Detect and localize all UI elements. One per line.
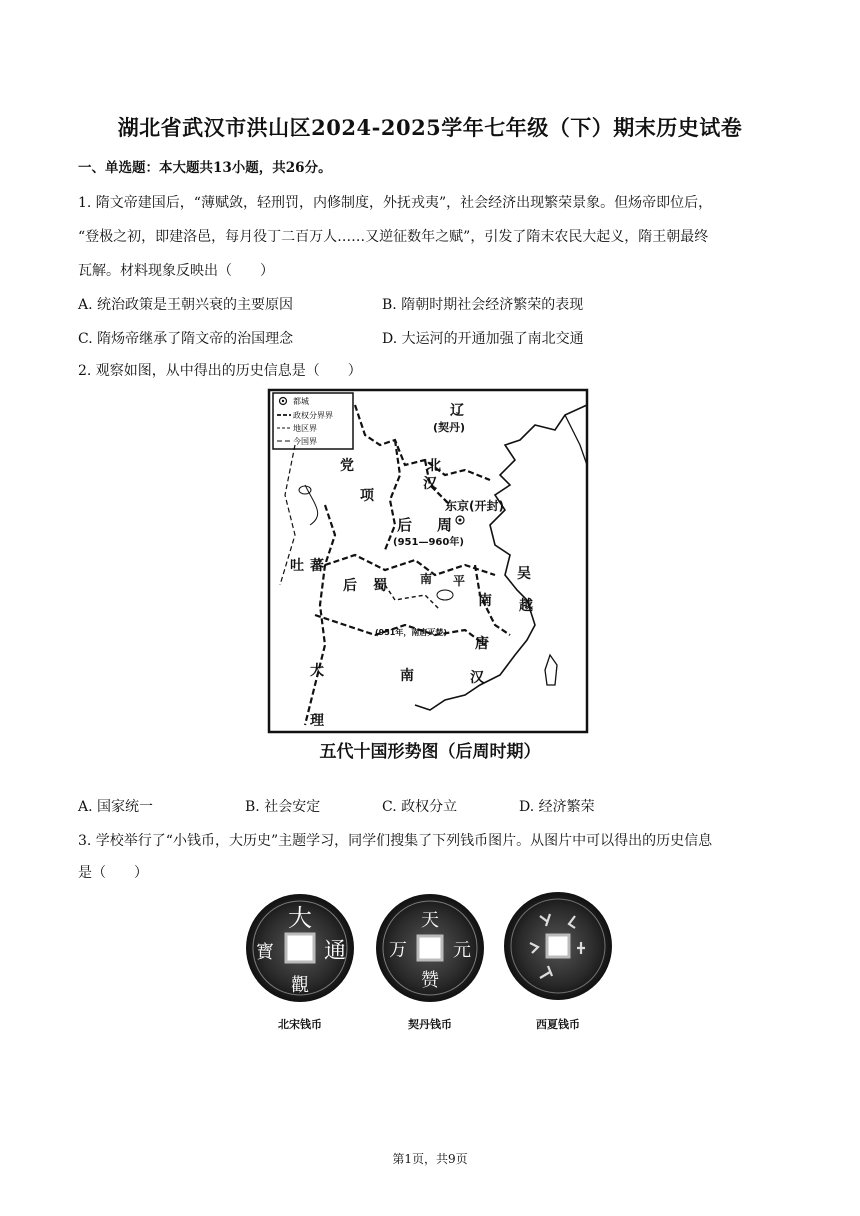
label-tubo-1: 吐 — [290, 558, 304, 574]
label-beihan-2: 汉 — [423, 476, 437, 492]
label-beihan-1: 北 — [427, 458, 441, 474]
label-dali-1: 大 — [310, 663, 324, 679]
coin2-char-left: 万 — [389, 940, 407, 961]
coin-western-xia — [504, 892, 612, 1000]
label-nanhan-2: 汉 — [470, 670, 484, 686]
q2-option-d[interactable]: D. 经济繁荣 — [519, 799, 595, 815]
label-nantang-2: 唐 — [475, 636, 489, 652]
label-wuyue-2: 越 — [519, 598, 533, 614]
q3-stem-line-2: 是（ ） — [78, 865, 148, 881]
coin1-caption: 北宋钱币 — [278, 1018, 322, 1031]
map-legend — [273, 393, 353, 449]
label-chu-note: (951年，南唐灭楚) — [375, 628, 448, 637]
label-nantang-1: 南 — [478, 593, 492, 609]
label-houshu-1: 后 — [343, 578, 357, 594]
label-houshu-2: 蜀 — [373, 578, 387, 594]
legend-regime-border: 政权分界界 — [293, 411, 333, 420]
q3-stem-line-1: 3. 学校举行了“小钱币，大历史”主题学习，同学们搜集了下列钱币图片。从图片中可以得出的历史信息 — [78, 833, 713, 849]
q2-stem: 2. 观察如图，从中得出的历史信息是（ ） — [78, 363, 362, 379]
q1-option-d[interactable]: D. 大运河的开通加强了南北交通 — [382, 331, 584, 347]
section-heading: 一、单选题：本大题共13小题，共26分。 — [78, 160, 332, 176]
q1-stem-line-1: 1. 隋文帝建国后，“薄赋敛，轻刑罚，内修制度，外抚戎夷”，社会经济出现繁荣景象。但炀帝即位后， — [78, 195, 713, 211]
label-wuyue-1: 吴 — [517, 566, 531, 582]
coin2-char-bottom: 赞 — [421, 970, 439, 991]
page-footer: 第1页，共9页 — [392, 1152, 468, 1166]
label-dali-2: 理 — [310, 713, 324, 729]
page-title: 湖北省武汉市洪山区2024-2025学年七年级（下）期末历史试卷 — [117, 115, 743, 140]
coin1-char-right: 通 — [323, 939, 347, 964]
label-houzhou-2: 周 — [437, 516, 453, 534]
q1-stem-line-2: “登极之初，即建洛邑，每月役丁二百万人……又逆征数年之赋”，引发了隋末农民大起义，隋王朝最终 — [78, 229, 709, 245]
coin2-char-right: 元 — [453, 940, 471, 961]
label-dangxiang-2: 项 — [360, 488, 374, 504]
coins-figure — [240, 888, 620, 1038]
coin-khitan — [376, 894, 484, 1002]
coin3-caption: 西夏钱币 — [536, 1018, 580, 1031]
label-tubo-2: 蕃 — [310, 558, 324, 574]
coin1-char-bottom: 觀 — [291, 975, 309, 996]
q1-option-b[interactable]: B. 隋朝时期社会经济繁荣的表现 — [382, 297, 584, 313]
legend-region-border: 地区界 — [293, 424, 317, 433]
label-dongjing: 东京(开封) — [445, 499, 504, 513]
label-liao: 辽 — [450, 403, 464, 419]
label-qidan: (契丹) — [433, 421, 466, 434]
q2-option-b[interactable]: B. 社会安定 — [245, 799, 321, 815]
label-houzhou-years: (951—960年) — [393, 537, 464, 548]
coin1-char-left: 寳 — [256, 942, 274, 963]
q1-stem-line-3: 瓦解。材料现象反映出（ ） — [78, 263, 274, 279]
q2-option-c[interactable]: C. 政权分立 — [382, 799, 458, 815]
map-caption: 五代十国形势图（后周时期） — [319, 742, 541, 762]
label-houzhou-1: 后 — [397, 516, 413, 534]
q2-option-a[interactable]: A. 国家统一 — [78, 799, 154, 815]
label-nanhan-1: 南 — [400, 668, 414, 684]
legend-capital: 都城 — [293, 397, 309, 406]
coin-northern-song — [246, 894, 354, 1002]
label-nanping-2: 平 — [453, 574, 466, 588]
label-dangxiang-1: 党 — [340, 458, 354, 474]
coin2-caption: 契丹钱币 — [408, 1018, 452, 1031]
five-dynasties-map — [265, 385, 595, 775]
q1-option-c[interactable]: C. 隋炀帝继承了隋文帝的治国理念 — [78, 331, 294, 347]
legend-modern-border: 今国界 — [293, 437, 317, 446]
q1-option-a[interactable]: A. 统治政策是王朝兴衰的主要原因 — [78, 297, 294, 313]
label-nanping-1: 南 — [420, 572, 433, 586]
coin2-char-top: 天 — [421, 910, 439, 931]
coin1-char-top: 大 — [288, 904, 312, 932]
